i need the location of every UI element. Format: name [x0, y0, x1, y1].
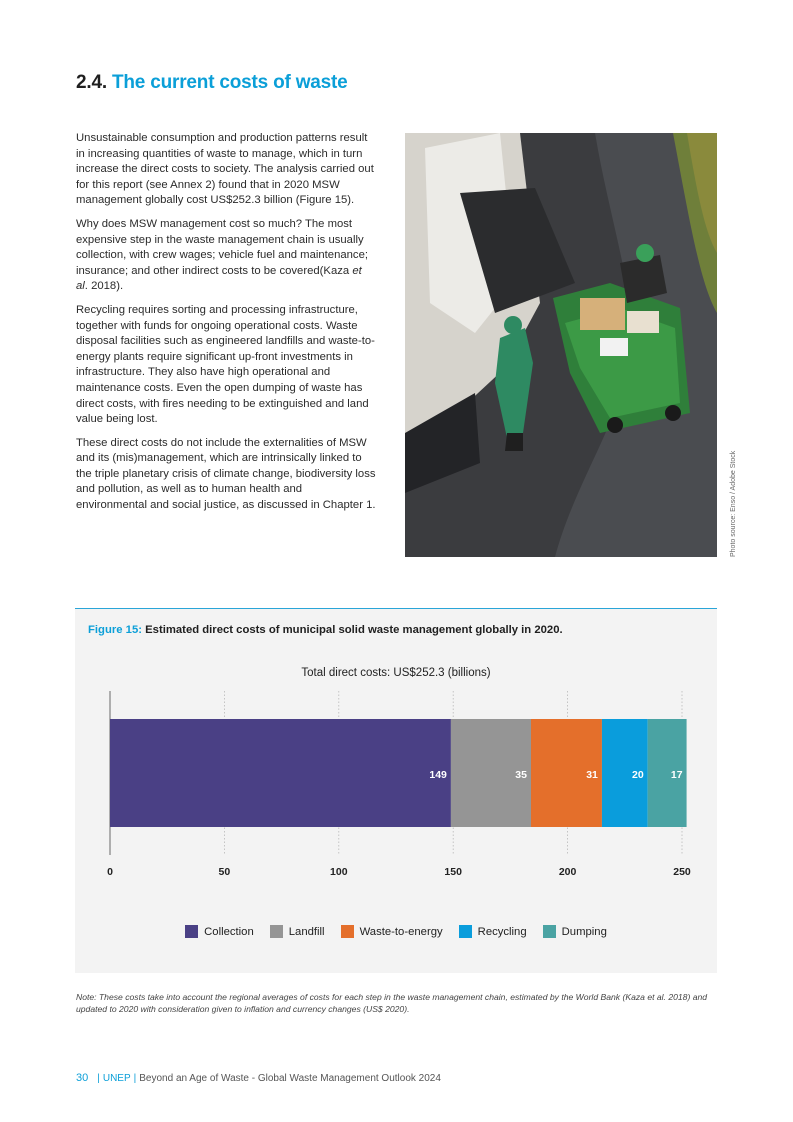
data-label: 31 — [586, 769, 598, 781]
photo-illustration — [405, 133, 717, 557]
legend-item — [185, 925, 254, 938]
footer-org: UNEP — [102, 1073, 131, 1084]
legend-swatch — [543, 925, 556, 938]
section-number: 2.4. — [76, 72, 107, 93]
legend-label: Landfill — [288, 925, 325, 938]
page-number: 30 — [76, 1072, 89, 1084]
data-label: 35 — [515, 769, 527, 781]
photo-credit: Photo source: Enso / Adobe Stock — [730, 450, 737, 557]
paragraph: These direct costs do not include the externalities of MSW and its (mis)management, which are intrinsically linked to the triple planetary crisis of climate change, biodiversity loss and pollution, as well as to human health and environmental and social justice, as discussed in Chapter 1. — [76, 436, 376, 512]
x-tick-label: 100 — [330, 866, 348, 878]
legend-item — [270, 925, 325, 938]
chart-legend — [75, 925, 717, 938]
section-heading — [76, 72, 348, 94]
chart-title: Total direct costs: US$252.3 (billions) — [301, 667, 491, 679]
paragraph: Unsustainable consumption and production patterns result in increasing quantities of waste to manage, which in turn increase the direct costs to society. The analysis carried out for this report (see Annex 2) found that in 2020 MSW management globally cost US$252.3 billion (Figure 15). — [76, 132, 374, 207]
x-tick-label: 50 — [218, 866, 231, 878]
body-text — [76, 131, 376, 522]
legend-label: Dumping — [561, 925, 607, 938]
data-label: 20 — [631, 769, 644, 781]
x-tick-label: 200 — [558, 866, 577, 878]
data-label: 17 — [670, 769, 683, 781]
legend-item — [543, 925, 607, 938]
x-tick-label: 0 — [107, 866, 113, 878]
legend-swatch — [459, 925, 472, 938]
paragraph-text: Why does MSW management cost so much? The most expensive step in the waste management chain is usually collection, with crew wages; vehicle fuel and maintenance; insurance; and other indirect costs to be covered — [76, 217, 368, 277]
stacked-bar-chart — [75, 609, 717, 899]
figure-box — [75, 608, 717, 973]
legend-swatch — [341, 925, 354, 938]
figure-label: Figure 15: — [88, 624, 142, 636]
page-footer — [76, 1072, 441, 1084]
footer-separator: | — [97, 1073, 100, 1084]
legend-label: Collection — [204, 925, 254, 938]
legend-swatch — [185, 925, 198, 938]
legend-swatch — [270, 925, 283, 938]
x-tick-label: 150 — [444, 866, 462, 878]
legend-label: Waste-to-energy — [359, 925, 443, 938]
figure-note: Note: These costs take into account the regional averages of costs for each step in the waste management chain, estimated by the World Bank (Kaza et al. 2018) and updated to 2020 with consideration given to inflation and currency changes (US$ 2020). — [76, 992, 708, 1014]
legend-item — [341, 925, 443, 938]
legend-label: Recycling — [477, 925, 527, 938]
section-title: The current costs of waste — [112, 72, 348, 93]
citation-open: (Kaza — [319, 264, 353, 277]
paragraph: Recycling requires sorting and processing infrastructure, together with funds for ongoing operational costs. Waste disposal facilities such as engineered landfills and waste-to-energy plants require significant up-front investments in infrastructure. They also have high operational and maintenance costs. Even the open dumping of waste has direct costs, with fires needing to be extinguished and land value being lost. — [76, 303, 375, 426]
x-tick-label: 250 — [673, 866, 691, 878]
paragraph — [76, 217, 376, 295]
data-label: 149 — [429, 769, 447, 781]
footer-separator: | — [133, 1073, 137, 1084]
waste-collection-photo — [405, 133, 717, 557]
figure-caption-text: Estimated direct costs of municipal solid waste management globally in 2020. — [145, 624, 563, 636]
legend-item — [459, 925, 527, 938]
citation-close: . 2018). — [84, 280, 124, 293]
footer-title: Beyond an Age of Waste - Global Waste Management Outlook 2024 — [139, 1073, 441, 1084]
citation-etal: et al — [76, 264, 362, 293]
bar-segment-collection — [110, 719, 451, 827]
